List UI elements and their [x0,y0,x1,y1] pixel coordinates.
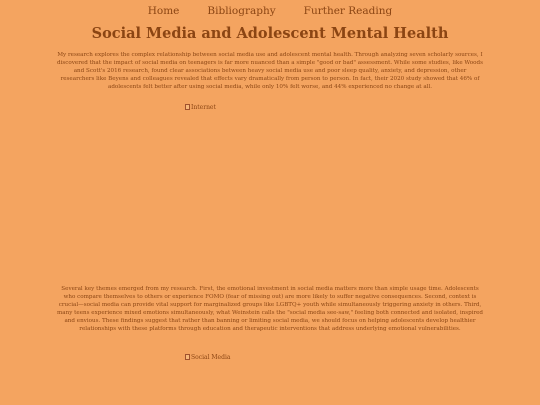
themes-paragraph: Several key themes emerged from my research. First, the emotional investment in social media matters more than simple usage time. Adolescents who compare themselves to others or experience FOMO (fear of missing out) are more likely to suffer negative consequences. Second, context is crucial—social media can provide vital support for marginalized groups like LGBTQ+ youth while simultaneously triggering anxiety in others. Third, many teens experience mixed emotions simultaneously, what Weinstein calls the "social media see-saw," feeling both connected and isolated, inspired and envious. These findings suggest that rather than banning or limiting social media, we should focus on helping adolescents develop healthier relationships with these platforms through education and therapeutic interventions that address underlying emotional vulnerabilities. [56,286,484,332]
broken-image-icon [185,104,190,110]
nav-home-link[interactable]: Home [147,5,180,17]
main-nav [0,5,540,17]
nav-bibliography-link[interactable]: Bibliography [207,5,276,17]
social-media-image-alt: Social Media [191,354,231,361]
social-media-image [185,354,345,399]
internet-image-alt: Internet [191,104,216,111]
page-title: Social Media and Adolescent Mental Health [91,25,449,42]
broken-image-icon [185,354,190,360]
nav-further-reading-link[interactable]: Further Reading [303,5,393,17]
internet-image [185,104,345,274]
intro-paragraph: My research explores the complex relationship between social media use and adolescent mental health. Through analyzing seven scholarly sources, I discovered that the impact of social media on teenagers is far more nuanced than a simple "good or bad" assessment. While some studies, like Woods and Scott's 2016 research, found clear associations between heavy social media use and poor sleep quality, anxiety, and depression, other researchers like Beyens and colleagues revealed that effects vary dramatically from person to person. In fact, their 2020 study showed that 46% of adolescents felt better after using social media, while only 10% felt worse, and 44% experienced no change at all. [57,52,483,90]
